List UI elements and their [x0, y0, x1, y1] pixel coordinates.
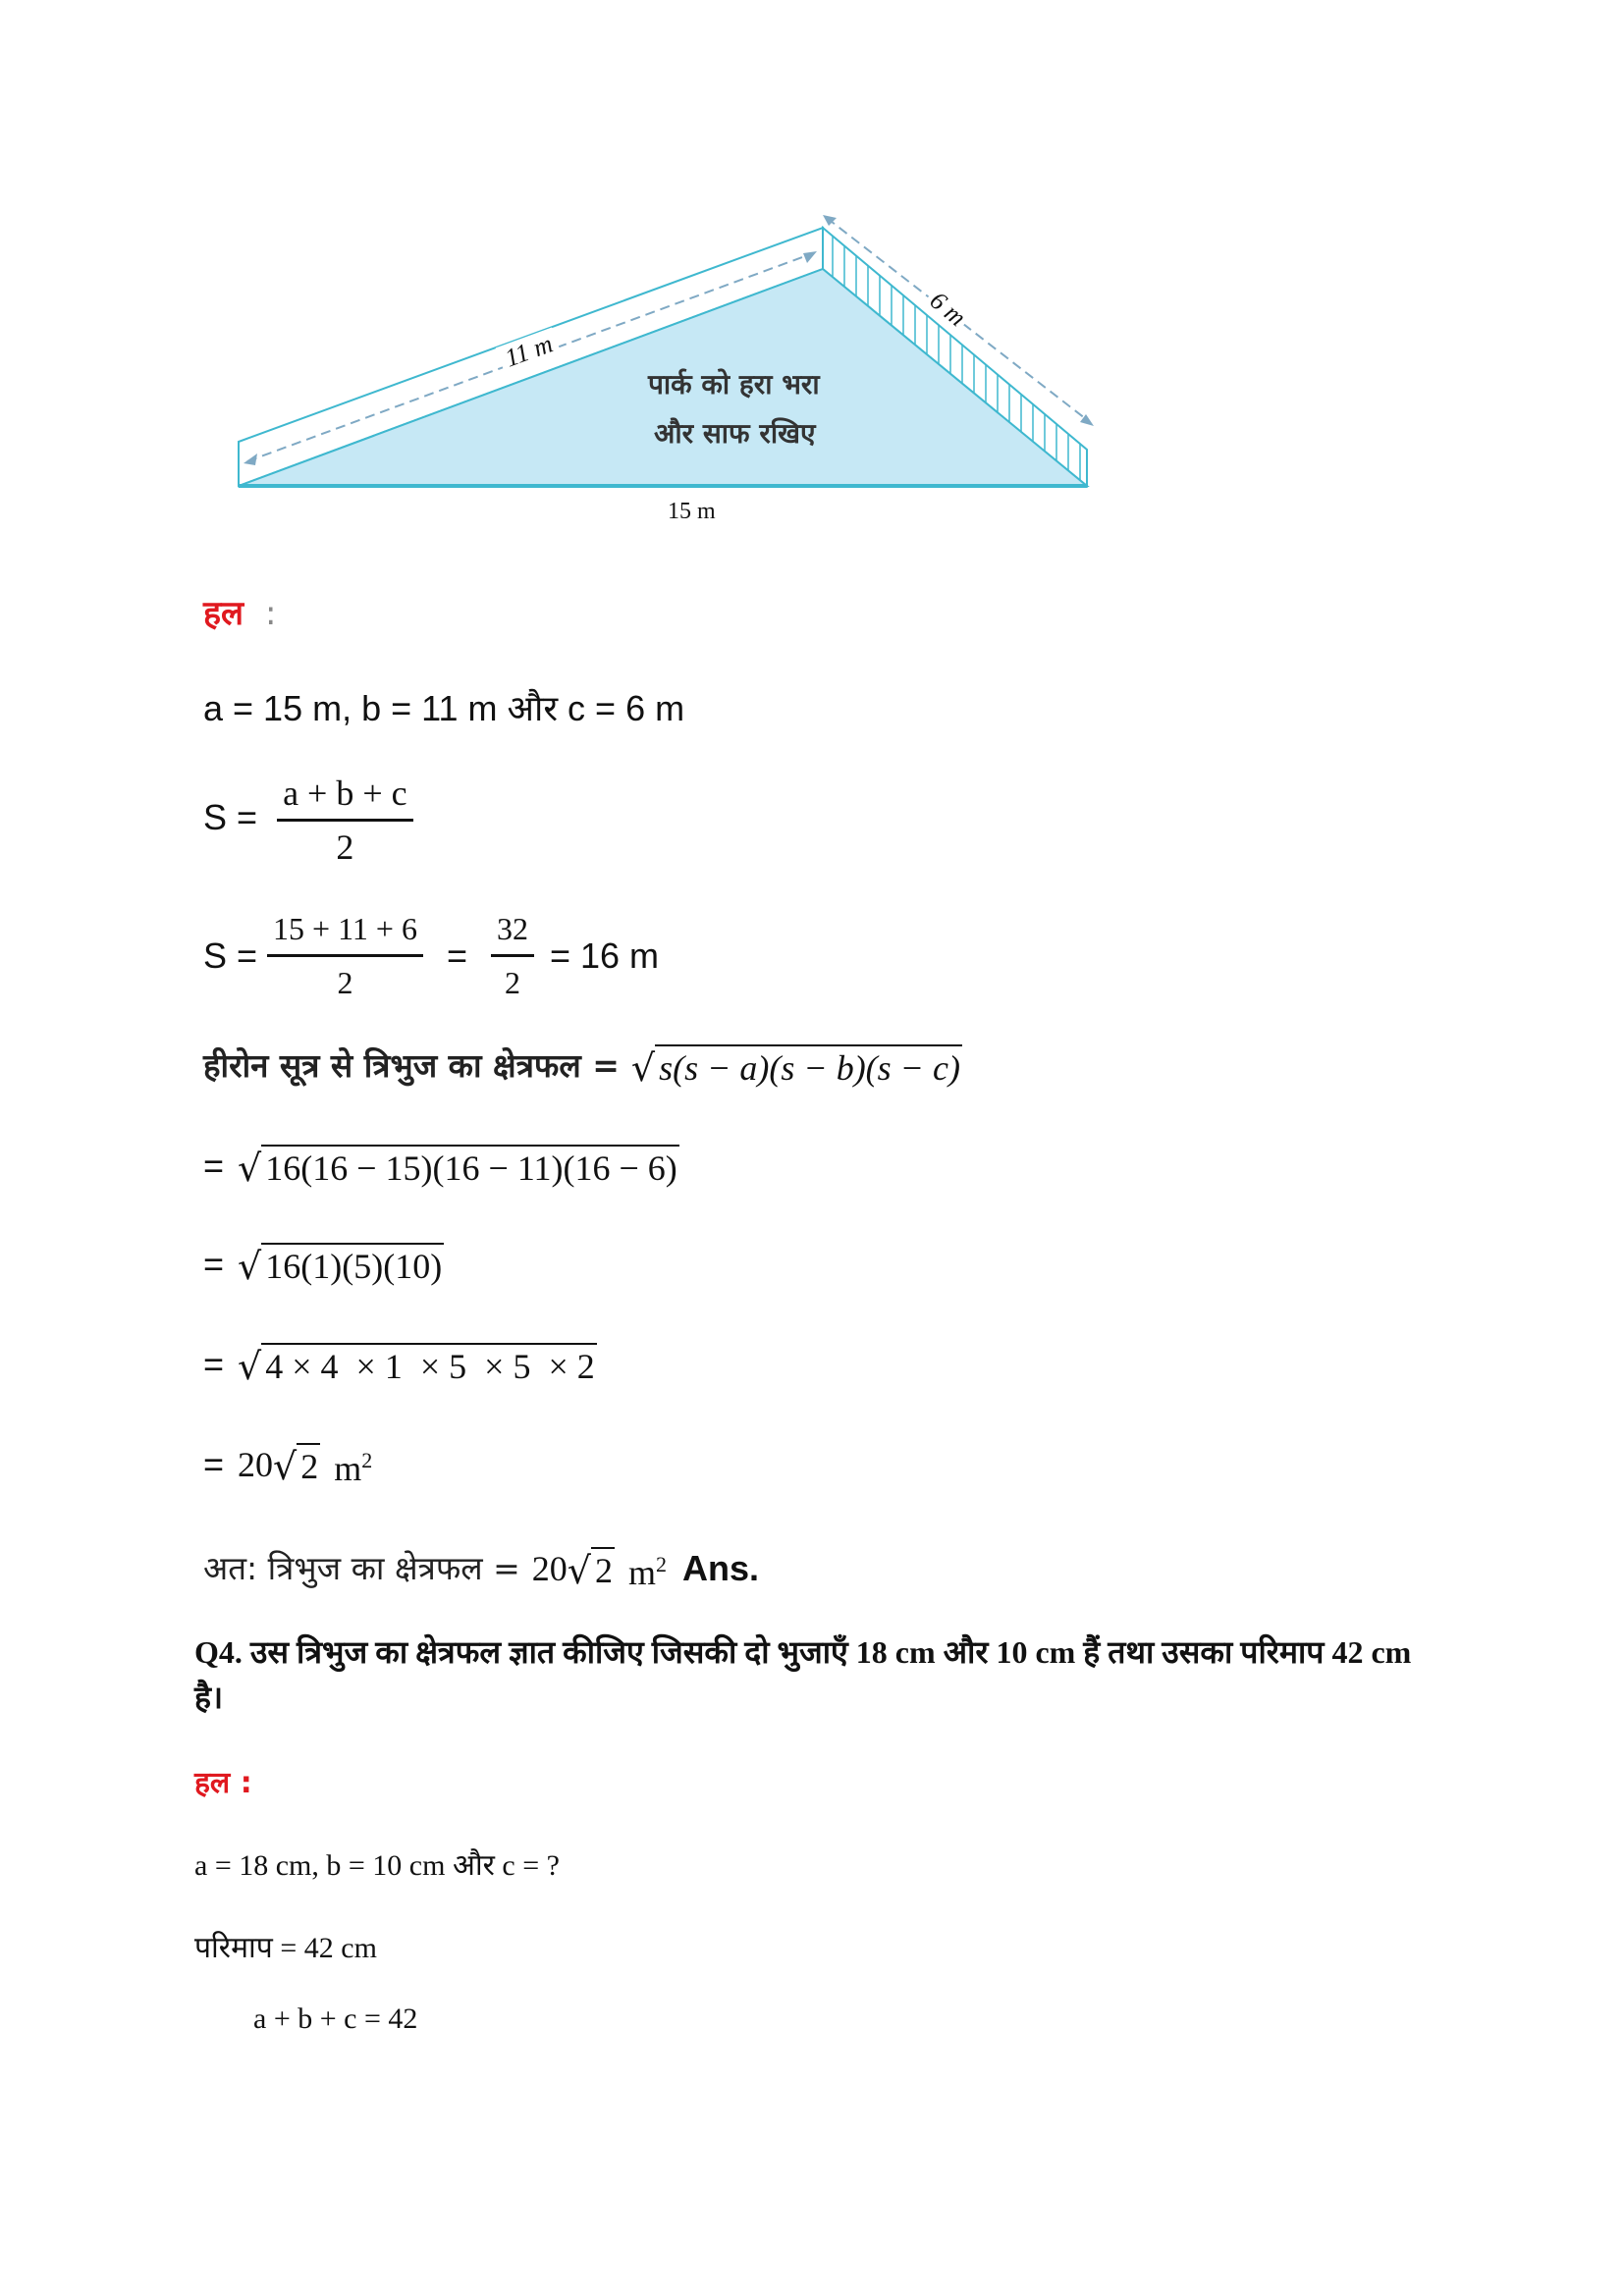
equals-sign: = — [203, 1444, 225, 1484]
heron-step-2 — [203, 1243, 444, 1286]
coefficient: 20 — [531, 1549, 568, 1588]
sqrt-expression — [238, 1343, 597, 1386]
park-caption-line1: पार्क को हरा भरा — [648, 368, 820, 400]
final-answer — [203, 1545, 759, 1592]
sqrt-icon: √ — [630, 1046, 656, 1090]
fraction-denominator: 2 — [504, 965, 520, 1000]
solution-heading-colon: : — [264, 594, 277, 633]
heron-step-4 — [203, 1441, 372, 1488]
unit-text: m — [334, 1449, 362, 1488]
fraction — [267, 909, 423, 1002]
side-label-11m: 11 m — [496, 327, 563, 375]
sqrt-expression — [238, 1145, 679, 1188]
solution-heading — [203, 589, 276, 634]
fraction — [277, 774, 413, 867]
given-values: a = 15 m, b = 11 m और c = 6 m — [203, 688, 685, 728]
solution-2-heading: हल : — [194, 1766, 252, 1800]
sqrt-expression — [568, 1547, 615, 1590]
question-4: Q4. उस त्रिभुज का क्षेत्रफल ज्ञात कीजिए जिसकी दो भुजाएँ 18 cm और 10 cm हैं तथा उसका परिमाप 42 cm है। — [194, 1634, 1412, 1715]
exponent: 2 — [361, 1448, 373, 1472]
exponent: 2 — [656, 1552, 668, 1576]
sqrt-icon: √ — [567, 1549, 592, 1592]
s-label: S = — [203, 934, 258, 976]
solution-heading-text: हल — [203, 594, 244, 633]
sqrt-expression — [273, 1443, 320, 1486]
final-label: अत: त्रिभुज का क्षेत्रफल = — [203, 1549, 520, 1587]
fraction — [491, 909, 534, 1002]
semi-perimeter-formula — [203, 774, 423, 867]
sqrt-expression — [238, 1243, 444, 1286]
fraction-numerator: a + b + c — [277, 774, 413, 822]
equals-sign: = — [203, 1146, 225, 1186]
semi-perimeter-calc — [203, 909, 659, 1002]
sqrt-icon: √ — [273, 1445, 298, 1488]
sqrt-expression — [631, 1044, 962, 1088]
radicand: 4 × 4 × 1 × 5 × 5 × 2 — [261, 1343, 597, 1386]
heron-label: हीरोन सूत्र से त्रिभुज का क्षेत्रफल = — [203, 1046, 620, 1085]
sqrt-icon: √ — [238, 1345, 262, 1388]
triangle-park-figure — [226, 196, 1109, 540]
unit — [334, 1441, 372, 1488]
sqrt-icon: √ — [238, 1147, 262, 1190]
fraction-numerator: 32 — [491, 909, 534, 957]
perimeter-value: परिमाप = 42 cm — [194, 1932, 377, 1964]
radicand: 16(16 − 15)(16 − 11)(16 − 6) — [261, 1145, 679, 1188]
fraction-denominator: 2 — [336, 828, 354, 867]
sides-sum-equation: a + b + c = 42 — [253, 2002, 418, 2035]
side-label-15m: 15 m — [668, 499, 716, 524]
radicand: s(s − a)(s − b)(s − c) — [655, 1044, 962, 1088]
equals-sign: = — [446, 934, 467, 976]
unit-text: m — [628, 1553, 657, 1592]
ans-label: Ans. — [682, 1548, 760, 1588]
equals-sign: = — [203, 1244, 225, 1284]
sqrt-icon: √ — [238, 1245, 262, 1288]
s-label: S = — [203, 797, 258, 838]
side-label-6m: 6 m — [921, 284, 975, 336]
heron-formula-line — [203, 1044, 962, 1088]
radicand: 2 — [591, 1547, 615, 1590]
radicand: 16(1)(5)(10) — [261, 1243, 444, 1286]
heron-step-1 — [203, 1145, 679, 1188]
park-caption-line2: और साफ रखिए — [654, 417, 816, 450]
fraction-numerator: 15 + 11 + 6 — [267, 909, 423, 957]
radicand: 2 — [297, 1443, 320, 1486]
heron-step-3 — [203, 1343, 597, 1386]
fraction-denominator: 2 — [337, 965, 353, 1000]
given-values-2: a = 18 cm, b = 10 cm और c = ? — [194, 1849, 560, 1882]
s-result: = 16 m — [549, 934, 660, 976]
unit — [628, 1545, 667, 1592]
equals-sign: = — [203, 1344, 225, 1384]
coefficient: 20 — [238, 1445, 274, 1484]
